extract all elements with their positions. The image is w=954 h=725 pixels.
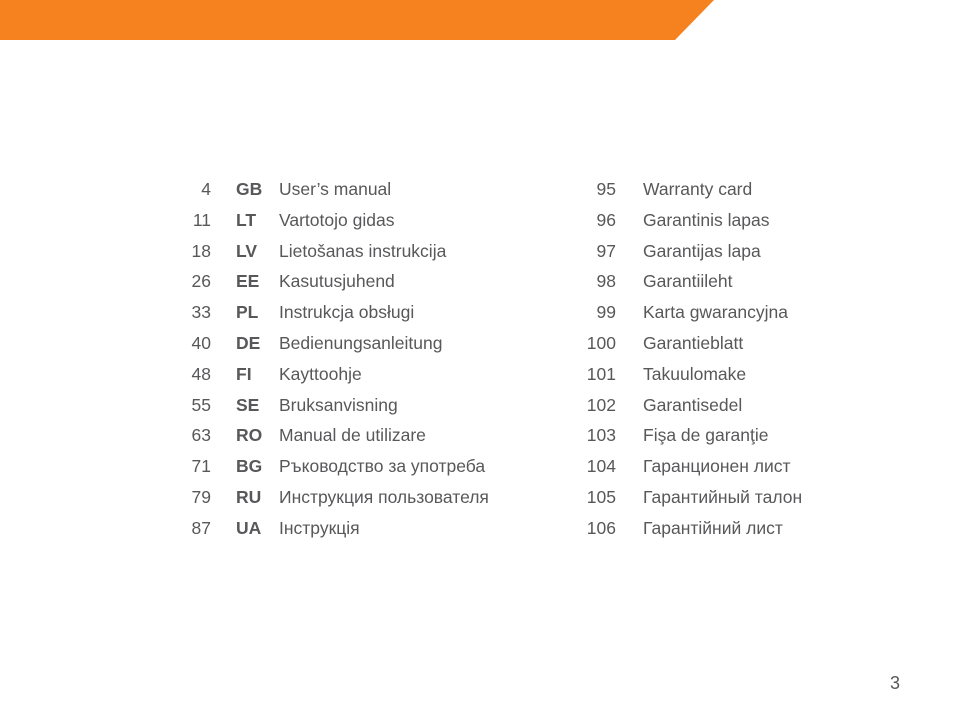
toc-page-number: 63	[191, 425, 211, 446]
toc-language-code: RO	[236, 425, 263, 446]
toc-language-code: LV	[236, 240, 258, 261]
toc-entry-title: Instrukcja obsługi	[279, 302, 415, 323]
toc-language-code: UA	[236, 517, 262, 538]
toc-entry-warranty	[0, 328, 900, 358]
toc-entry-title: Гаранционен лист	[643, 456, 791, 477]
toc-page-number: 100	[586, 333, 616, 353]
toc-entry-warranty	[0, 236, 900, 266]
toc-language-code: FI	[236, 363, 252, 384]
toc-entry-title: Manual de utilizare	[279, 425, 426, 446]
toc-entry-title: Garantinis lapas	[643, 209, 770, 230]
page-number: 3	[889, 673, 900, 693]
toc-page-number: 106	[586, 517, 616, 538]
toc-page-number: 55	[191, 394, 211, 415]
toc-entry-title: Bruksanvisning	[279, 394, 398, 415]
toc-page-number: 99	[596, 302, 616, 323]
toc-entry-title: Ръководство за употреба	[279, 456, 486, 477]
toc-language-code: SE	[236, 394, 260, 415]
toc-entry-title: Garantiileht	[643, 271, 733, 292]
toc-entry-title: Гарантийный талон	[643, 487, 803, 507]
toc-page-number: 48	[191, 363, 211, 384]
toc-entry-title: Warranty card	[643, 179, 753, 199]
toc-entry-title: User’s manual	[279, 179, 392, 199]
toc-page-number: 98	[596, 271, 616, 292]
toc-language-code: DE	[236, 333, 261, 353]
toc-entry-warranty	[0, 174, 900, 204]
toc-entry-warranty	[0, 297, 900, 327]
toc-page-number: 95	[596, 179, 616, 199]
toc-entry-title: Karta gwarancyjna	[643, 302, 788, 323]
toc-language-code: BG	[236, 456, 263, 477]
toc-language-code: GB	[236, 179, 263, 199]
toc-entry-title: Kayttoohje	[279, 363, 362, 384]
toc-page-number: 26	[191, 271, 211, 292]
toc-page-number: 105	[586, 487, 616, 507]
toc-entry-title: Bedienungsanleitung	[279, 333, 443, 353]
toc-page-number: 102	[586, 394, 616, 415]
toc-entry-title: Garantisedel	[643, 394, 743, 415]
toc-entry-title: Garantijas lapa	[643, 240, 761, 261]
toc-page-number: 103	[586, 425, 616, 446]
toc-entry-warranty	[0, 513, 900, 543]
toc-entry-title: Инструкция пользователя	[279, 487, 489, 507]
toc-entry-title: Kasutusjuhend	[279, 271, 395, 292]
toc-page-number: 11	[192, 209, 211, 230]
toc-entry-warranty	[0, 205, 900, 235]
toc-language-code: RU	[236, 487, 262, 507]
toc-entry-warranty	[0, 266, 900, 296]
toc-page-number: 96	[596, 209, 616, 230]
toc-language-code: PL	[236, 302, 259, 323]
toc-entry-title: Гарантійний лист	[643, 517, 783, 538]
toc-language-code: EE	[236, 271, 260, 292]
toc-entry-warranty	[0, 451, 900, 481]
toc-page-number: 4	[201, 179, 211, 199]
toc-entry-title: Lietošanas instrukcija	[279, 240, 447, 261]
toc-entry-title: Fişa de garanţie	[643, 425, 769, 446]
toc-entry-warranty	[0, 420, 900, 450]
orange-banner-shape	[0, 0, 714, 40]
toc-entry-warranty	[0, 482, 900, 512]
toc-page-number: 101	[586, 363, 616, 384]
toc-entry-title: Garantieblatt	[643, 333, 744, 353]
toc-page-number: 87	[191, 517, 211, 538]
toc-page-number: 79	[191, 487, 211, 507]
toc-entry-title: Takuulomake	[643, 363, 747, 384]
toc-page-number: 97	[596, 240, 616, 261]
toc-page-number: 104	[586, 456, 616, 477]
toc-entry-title: Інструкція	[279, 517, 360, 538]
toc-entry-warranty	[0, 390, 900, 420]
toc-page-number: 18	[191, 240, 211, 261]
toc-language-code: LT	[236, 209, 257, 230]
toc-page-number: 71	[191, 456, 211, 477]
toc-page-number: 33	[191, 302, 211, 323]
toc-entry-warranty	[0, 359, 900, 389]
toc-entry-title: Vartotojo gidas	[279, 209, 395, 230]
orange-header-banner	[0, 0, 954, 40]
toc-page-number: 40	[191, 333, 211, 353]
